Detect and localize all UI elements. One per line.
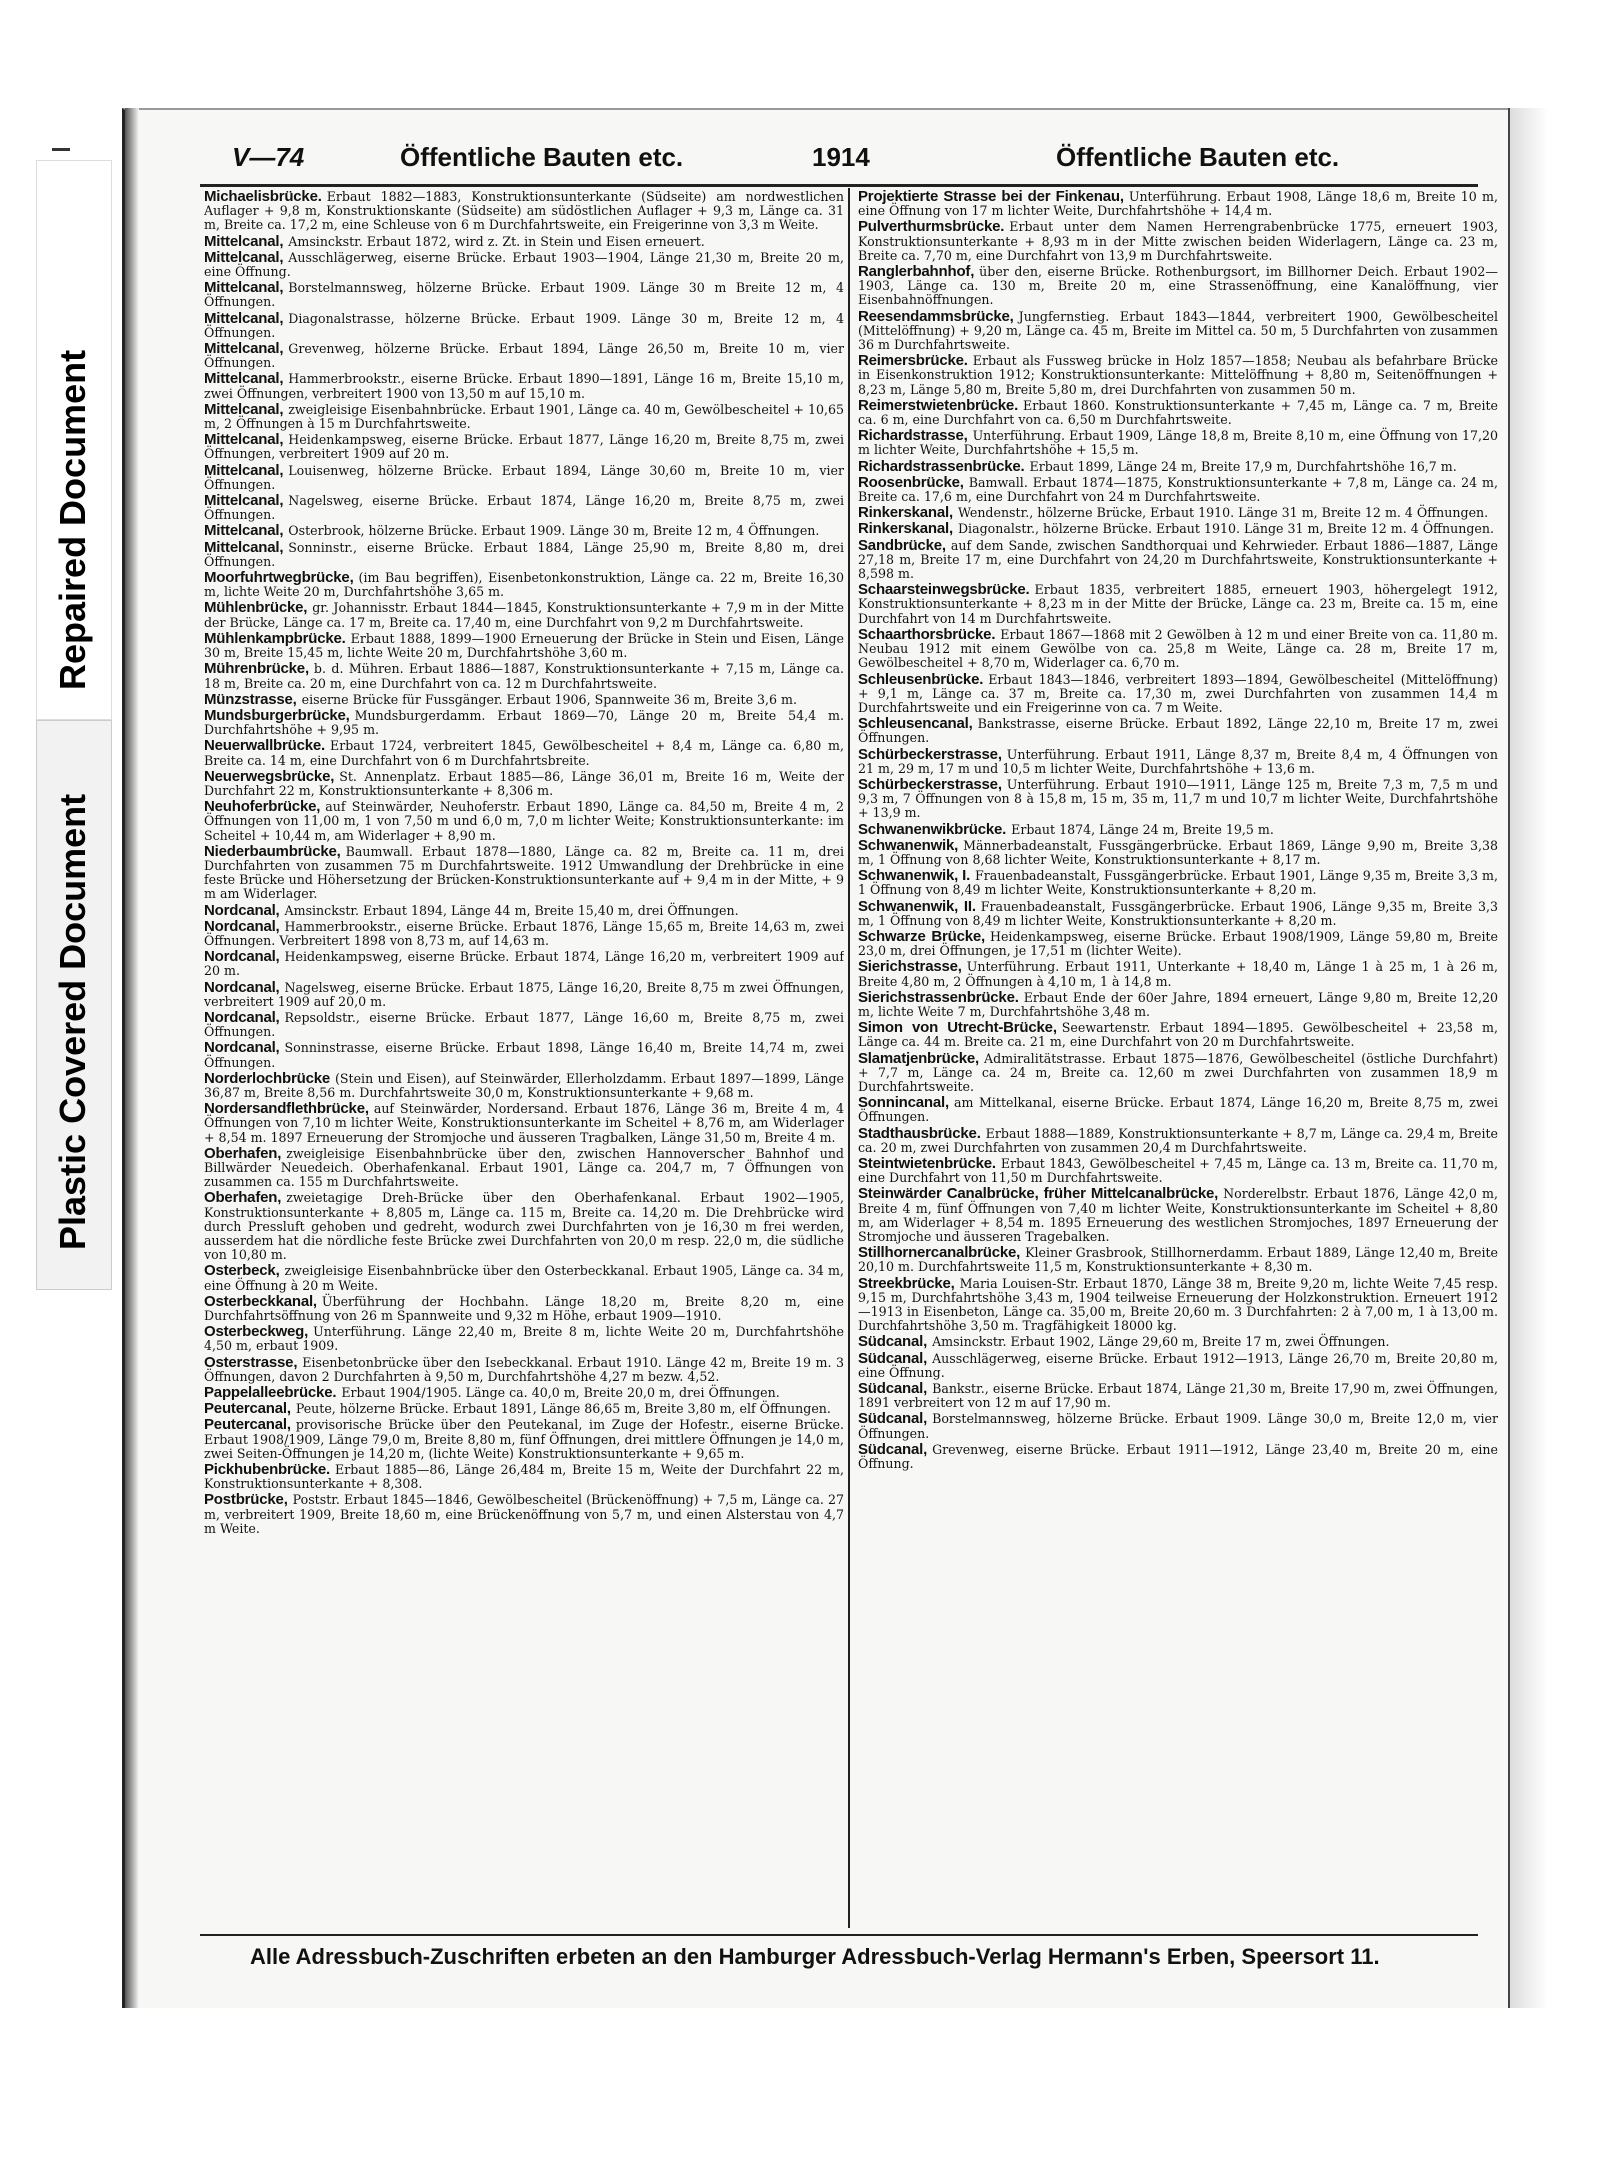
entry-details: Poststr. Erbaut 1845—1846, Gewölbescheitel (Brückenöffnung) + 7,5 m, Länge ca. 27 m, verbreitert 1909, Breite 18,60 m, eine Brückenöffnung von 5,7 m, und einen Alsterstau von 4,7 m Weite. — [204, 1492, 844, 1536]
directory-entry — [858, 775, 1498, 821]
directory-entry — [204, 400, 844, 432]
entry-keyword: Osterstrasse, — [204, 1353, 298, 1371]
entry-details: Nagelsweg, eiserne Brücke. Erbaut 1875, Länge 16,20, Breite 8,75 m zwei Öffnungen, verbreitert 1909 auf 20,0 m. — [204, 979, 844, 1009]
directory-entry — [858, 583, 1498, 626]
directory-entry — [204, 601, 844, 629]
entry-details: Heidenkampsweg, eiserne Brücke. Erbaut 1874, Länge 16,20 m, verbreitert 1909 auf 20 m. — [204, 949, 844, 979]
directory-entry — [204, 372, 844, 400]
entry-keyword: Nordcanal, — [204, 1039, 280, 1057]
entry-details: Erbaut 1835, verbreitert 1885, erneuert 1903, höhergelegt 1912, Konstruktionsunterkante + 8,23 m in der Mitte der Brücke, Länge ca. 23 m, Breite ca. 15 m, eine Durchfahrt von 14 m Durchfahrtsweite. — [858, 582, 1498, 626]
entry-keyword: Nordcanal, — [204, 1008, 280, 1026]
directory-entry — [204, 1292, 844, 1324]
directory-entry — [204, 494, 844, 522]
header-rule — [200, 184, 1478, 187]
directory-entry — [858, 190, 1498, 218]
entry-details: Borstelmannsweg, hölzerne Brücke. Erbaut 1909. Länge 30 m Breite 12 m, 4 Öffnungen. — [204, 280, 844, 310]
entry-keyword: Oberhafen, — [204, 1189, 282, 1207]
directory-entry — [858, 1335, 1498, 1349]
entry-keyword: Osterbeckkanal, — [204, 1292, 317, 1310]
directory-entry — [204, 842, 844, 902]
entry-keyword: Pulverthurmsbrücke. — [858, 218, 1005, 236]
entry-details: Heidenkampsweg, eiserne Brücke. Erbaut 1877, Länge 16,20 m, Breite 8,75 m, zwei Öffnungen, verbreitert 1909 auf 20 m. — [204, 432, 844, 462]
entry-keyword: Mittelcanal, — [204, 279, 284, 297]
directory-entry — [204, 901, 844, 919]
entry-details: Erbaut 1724, verbreitert 1845, Gewölbescheitel + 8,4 m, Länge ca. 6,80 m, Breite ca. 14 m, eine Durchfahrt von 6 m Durchfahrtsbreite. — [204, 738, 844, 768]
directory-entry — [858, 354, 1498, 397]
directory-entry — [204, 1353, 844, 1384]
entry-keyword: Mittelcanal, — [204, 248, 284, 266]
entry-details: Heidenkampsweg, eiserne Brücke. Erbaut 1908/1909, Länge 59,80 m, Breite 23,0 m, drei Öffnungen, je 17,51 m (lichter Weite). — [858, 928, 1498, 959]
directory-entry — [204, 1418, 844, 1461]
directory-entry — [858, 625, 1498, 671]
entry-details: Amsinckstr. Erbaut 1872, wird z. Zt. in Stein und Eisen erneuert. — [288, 233, 705, 249]
entry-details: Osterbrook, hölzerne Brücke. Erbaut 1909. Länge 30 m, Breite 12 m, 4 Öffnungen. — [288, 523, 820, 539]
entry-details: Borstelmannsweg, hölzerne Brücke. Erbaut 1909. Länge 30,0 m, Breite 12,0 m, vier Öffnungen. — [858, 1411, 1498, 1441]
entry-keyword: Michaelisbrücke. — [204, 190, 322, 205]
directory-entry — [858, 988, 1498, 1019]
entry-details: Erbaut 1904/1905. Länge ca. 40,0 m, Breite 20,0 m, drei Öffnungen. — [341, 1385, 780, 1401]
entry-keyword: Mühlenbrücke, — [204, 599, 308, 617]
entry-details: Erbaut 1888—1889, Konstruktionsunterkante + 8,7 m, Länge ca. 29,4 m, Breite ca. 20 m, zwei Durchfahrten von zusammen 20,4 m Durchfahrtsweite. — [858, 1125, 1498, 1155]
entry-keyword: Mittelcanal, — [204, 232, 284, 250]
entry-keyword: Nordcanal, — [204, 901, 280, 919]
running-title-left: Öffentliche Bauten etc. — [400, 142, 684, 172]
entry-details: Norderelbstr. Erbaut 1876, Länge 42,0 m, Breite 4 m, fünf Öffnungen von 7,40 m lichter Weite, Konstruktionsunterkante im Scheitel + 8,80 m, am Widerlager + 8,54 m. 1895 Erneuerung des westlichen Stromjoches, 1897 Erneuerung der Stromjoche und äusseren Tragebalken. — [858, 1186, 1498, 1245]
entry-details: Kleiner Grasbrook, Stillhornerdamm. Erbaut 1889, Länge 12,40 m, Breite 20,10 m. Durchfahrtsweite 11,5 m, Konstruktionsunterkante + 8,30 m. — [858, 1245, 1498, 1275]
entry-details: (Stein und Eisen), auf Steinwärder, Ellerholzdamm. Erbaut 1897—1899, Länge 36,87 m, Breite 8,56 m. Durchfahrtsweite 30,0 m, Konstruktionsunterkante + 9,68 m. — [204, 1070, 844, 1100]
entry-details: am Mittelkanal, eiserne Brücke. Erbaut 1874, Länge 16,20 m, Breite 8,75 m, zwei Öffnungen. — [858, 1095, 1498, 1125]
entry-details: Erbaut 1885—86, Länge 26,484 m, Breite 15 m, Weite der Durchfahrt 22 m, Konstruktionsunterkante + 8,308. — [204, 1462, 844, 1492]
entry-details: Hammerbrookstr., eiserne Brücke. Erbaut 1876, Länge 15,65 m, Breite 14,63 m, zwei Öffnungen. Verbreitert 1898 von 8,73 m, auf 14,63 m. — [204, 918, 844, 948]
directory-entry — [204, 1041, 844, 1069]
entry-keyword: Schwanenwik, — [858, 836, 959, 854]
directory-entry — [858, 1349, 1498, 1380]
directory-entry — [204, 1102, 844, 1145]
entry-details: provisorische Brücke über den Peutekanal, im Zuge der Hofestr., eiserne Brücke. Erbaut 1908/1909, Länge 79,0 m, Breite 8,80 m, fünf Öffnungen, drei mittlere Öffnungen je 14,0 m, zwei Seiten-Öffnungen je 14,20 m, (lichte Weite) Konstruktionsunterkante + 9,65 m. — [204, 1417, 844, 1461]
entry-details: St. Annenplatz. Erbaut 1885—86, Länge 36,01 m, Breite 16 m, Weite der Durchfahrt 22 m, Konstruktionsunterkante + 8,306 m. — [204, 768, 844, 798]
entry-keyword: Peutercanal, — [204, 1400, 291, 1418]
entry-details: zweigleisige Eisenbahnbrücke über den, zwischen Hannoverscher Bahnhof und Billwärder Neuedeich. Oberhafenkanal. Erbaut 1901, Länge ca. 204,7 m, 7 Öffnungen von zusammen ca. 155 m Durchfahrtsweite. — [204, 1145, 844, 1190]
directory-entry — [858, 717, 1498, 745]
entry-details: Grevenweg, hölzerne Brücke. Erbaut 1894, Länge 26,50 m, Breite 10 m, vier Öffnungen. — [204, 341, 844, 371]
directory-entry — [204, 1008, 844, 1040]
entry-keyword: Südcanal, — [858, 1380, 928, 1398]
directory-entry — [204, 433, 844, 461]
directory-entry — [204, 1144, 844, 1190]
entry-details: zweietagige Dreh-Brücke über den Oberhafenkanal. Erbaut 1902—1905, Konstruktionsunterkante + 8,805 m, Länge ca. 115 m, Breite ca. 14,20 m. Die Drehbrücke wird durch Pressluft gehoben und gedreht, wodurch zwei Durchfahrten von je 16,30 m frei werden, ausserdem hat die nördliche feste Brücke zwei Durchfahrten von 20,0 m resp. 22,0 m, die südliche von 10,80 m. — [204, 1190, 844, 1263]
entry-keyword: Neuerwegsbrücke, — [204, 767, 335, 785]
directory-entry — [204, 1325, 844, 1353]
entry-keyword: Sierichstrasse, — [858, 958, 962, 976]
directory-entry — [204, 950, 844, 978]
entry-details: gr. Johannisstr. Erbaut 1844—1845, Konstruktionsunterkante + 7,9 m in der Mitte der Brücke, Länge ca. 17 m, Breite ca. 17,40 m, eine Durchfahrt von 9,2 m Durchfahrtsweite. — [204, 600, 844, 630]
entry-details: Eisenbetonbrücke über den Isebeckkanal. Erbaut 1910. Länge 42 m, Breite 19 m. 3 Öffnungen, davon 2 Durchfahrten à 9,50 m, Durchfahrtshöhe 4,27 m bezw. 4,52. — [204, 1354, 844, 1384]
entry-keyword: Richardstrasse, — [858, 427, 968, 445]
directory-entry — [858, 1246, 1498, 1274]
entry-details: Unterführung. Länge 22,40 m, Breite 8 m, lichte Weite 20 m, Durchfahrtshöhe 4,50 m, erbaut 1909. — [204, 1324, 844, 1354]
entry-keyword: Nordcanal, — [204, 948, 280, 966]
directory-entry — [858, 1274, 1498, 1334]
entry-keyword: Osterbeck, — [204, 1262, 280, 1280]
entry-keyword: Rinkerskanal, — [858, 504, 953, 522]
directory-entry — [204, 571, 844, 599]
directory-entry — [858, 265, 1498, 308]
entry-details: Bankstrasse, eiserne Brücke. Erbaut 1892, Länge 22,10 m, Breite 17 m, zwei Öffnungen. — [858, 716, 1498, 746]
entry-details: Erbaut als Fussweg brücke in Holz 1857—1858; Neubau als befahrbare Brücke in Eisenkonstruktion 1912; Konstruktionsunterkante: Mittelöffnung + 8,80 m, Seitenöffnungen + 8,23 m, Länge 5,80 m, Breite 5,80 m, drei Durchfahrten von zusammen 50 m. — [858, 353, 1498, 397]
entry-keyword: Mittelcanal, — [204, 461, 284, 479]
directory-entry — [858, 522, 1498, 536]
directory-entry — [858, 927, 1498, 959]
entry-details: auf Steinwärder, Nordersand. Erbaut 1876, Länge 36 m, Breite 4 m, 4 Öffnungen von 7,10 m lichter Weite, Konstruktionsunterkante im Scheitel + 8,76 m, am Widerlager + 8,54 m. 1897 Erneuerung der Stromjoche und äusseren Tragbalken, Länge 31,50 m, Breite 4 m. — [204, 1101, 844, 1145]
directory-entry — [204, 739, 844, 767]
running-title-right: Öffentliche Bauten etc. — [1056, 142, 1340, 172]
entry-details: (im Bau begriffen), Eisenbetonkonstruktion, Länge ca. 22 m, Breite 16,30 m, lichte Weite 20 m, Durchfahrtshöhe 3,65 m. — [204, 570, 844, 600]
entry-details: Erbaut 1888, 1899—1900 Erneuerung der Brücke in Stein und Eisen, Länge 30 m, Breite 15,45 m, lichte Weite 20 m, Durchfahrtshöhe 3,60 m. — [204, 630, 844, 661]
directory-entry — [204, 1069, 844, 1100]
book-binding-edge — [1508, 108, 1548, 2008]
entry-details: Seewartenstr. Erbaut 1894—1895. Gewölbescheitel + 23,58 m, Länge ca. 44 m. Breite ca. 21 m, eine Durchfahrt von 20 m Durchfahrtsweite. — [858, 1020, 1498, 1050]
page-year: 1914 — [812, 142, 870, 172]
entry-keyword: Sierichstrassenbrücke. — [858, 988, 1019, 1006]
entry-keyword: Nordcanal, — [204, 978, 280, 996]
entry-keyword: Schürbeckerstrasse, — [858, 775, 1002, 793]
entry-details: Sonninstr., eiserne Brücke. Erbaut 1884, Länge 25,90 m, Breite 8,80 m, drei Öffnungen. — [204, 539, 844, 569]
entry-details: eiserne Brücke für Fussgänger. Erbaut 1906, Spannweite 36 m, Breite 3,6 m. — [301, 691, 797, 707]
directory-entry — [858, 670, 1498, 716]
entry-details: Wendenstr., hölzerne Brücke, Erbaut 1910. Länge 31 m, Breite 12 m. 4 Öffnungen. — [957, 505, 1489, 521]
entry-keyword: Neuhoferbrücke, — [204, 798, 321, 816]
page-number: V—74 — [232, 142, 305, 172]
entry-details: Repsoldstr., eiserne Brücke. Erbaut 1877, Länge 16,60 m, Breite 8,75 m, zwei Öffnungen. — [204, 1009, 844, 1040]
directory-entry — [204, 1463, 844, 1491]
column-divider — [848, 188, 850, 1928]
directory-entry — [858, 820, 1498, 838]
directory-entry — [204, 524, 844, 538]
footer-rule — [200, 1934, 1478, 1936]
directory-entry — [858, 1382, 1498, 1410]
directory-entry — [204, 190, 844, 233]
entry-keyword: Münzstrasse, — [204, 690, 297, 708]
directory-entry — [858, 897, 1498, 928]
entry-details: Erbaut unter dem Namen Herrengrabenbrücke 1775, erneuert 1903, Konstruktionsunterkante + 8,93 m in der Mitte zwischen beiden Widerlagern, Länge ca. 23 m, Breite ca. 7,70 m, eine Durchfahrt von 13,9 m Durchfahrtsweite. — [858, 219, 1498, 263]
entry-details: Erbaut 1882—1883, Konstruktionsunterkante (Südseite) am nordwestlichen Auflager + 9,8 m, Konstruktionskante (Südseite) am südöstlichen Auflager + 9,3 m, Länge ca. 31 m, Breite ca. 17,2 m, eine Schleuse von 6 m Durchfahrtsweite, ein Freigerinne von 3,3 m Weite. — [204, 190, 844, 233]
entry-keyword: Nordcanal, — [204, 917, 280, 935]
entry-keyword: Südcanal, — [858, 1333, 928, 1351]
directory-entry — [858, 396, 1498, 428]
entry-keyword: Mittelcanal, — [204, 522, 284, 540]
entry-keyword: Streekbrücke, — [858, 1274, 955, 1292]
entry-keyword: Pickhubenbrücke. — [204, 1461, 331, 1479]
entry-details: Jungfernstieg. Erbaut 1843—1844, verbreitert 1900, Gewölbescheitel (Mittelöffnung) + 9,20 m, Länge ca. 45 m, Breite im Mittel ca. 50 m, 5 Durchfahrten von zusammen 36 m Durchfahrtsweite. — [858, 308, 1498, 353]
entry-keyword: Peutercanal, — [204, 1416, 291, 1434]
entry-details: Frauenbadeanstalt, Fussgängerbrücke. Erbaut 1906, Länge 9,35 m, Breite 3,3 m, 1 Öffnung von 8,49 m lichter Weite, Konstruktionsunterkante + 8,20 m. — [858, 898, 1498, 928]
dash-mark — [52, 148, 70, 151]
entry-details: Unterführung. Erbaut 1909, Länge 18,8 m, Breite 8,10 m, eine Öffnung von 17,20 m lichter Weite, Durchfahrtshöhe + 15,5 m. — [858, 428, 1498, 458]
entry-details: Überführung der Hochbahn. Länge 18,20 m, Breite 8,20 m, eine Durchfahrtsöffnung von 26 m Spannweite und 9,32 m Höhe, erbaut 1909—1910. — [204, 1293, 844, 1324]
entry-keyword: Südcanal, — [858, 1440, 928, 1458]
entry-details: Erbaut 1874, Länge 24 m, Breite 19,5 m. — [1011, 821, 1274, 837]
entry-keyword: Schaarthorsbrücke. — [858, 625, 996, 643]
directory-entry — [204, 1386, 844, 1400]
directory-entry — [204, 1191, 844, 1262]
entry-details: Bamwall. Erbaut 1874—1875, Konstruktionsunterkante + 7,8 m, Länge ca. 24 m, Breite ca. 17,6 m, eine Durchfahrt von 24 m Durchfahrtsweite. — [858, 474, 1498, 505]
directory-entry — [204, 662, 844, 690]
directory-entry — [858, 307, 1498, 353]
entry-keyword: Richardstrassenbrücke. — [858, 457, 1025, 475]
entry-keyword: Slamatjenbrücke, — [858, 1049, 980, 1067]
directory-entry — [858, 1021, 1498, 1049]
entry-details: auf dem Sande, zwischen Sandthorquai und Kehrwieder. Erbaut 1886—1887, Länge 27,18 m, Breite 17 m, eine Durchfahrt von 24,20 m Durchfahrtsweite, Konstruktionsunterkante + 8,598 m. — [858, 537, 1498, 582]
entry-keyword: Südcanal, — [858, 1410, 928, 1428]
directory-entry — [204, 706, 844, 738]
entry-keyword: Schürbeckerstrasse, — [858, 745, 1002, 763]
directory-entry — [204, 232, 844, 250]
entry-details: Erbaut 1860. Konstruktionsunterkante + 7,45 m, Länge ca. 7 m, Breite ca. 6 m, eine Durchfahrt von ca. 6,50 m Durchfahrtsweite. — [858, 397, 1498, 428]
entry-keyword: Ranglerbahnhof, — [858, 263, 975, 281]
entry-details: Amsinckstr. Erbaut 1902, Länge 29,60 m, Breite 17 m, zwei Öffnungen. — [932, 1334, 1390, 1350]
directory-entry — [858, 429, 1498, 457]
right-column — [858, 190, 1498, 1930]
directory-entry — [204, 690, 844, 708]
entry-keyword: Mittelcanal, — [204, 309, 284, 327]
directory-entry — [858, 220, 1498, 263]
directory-entry — [858, 506, 1498, 520]
directory-entry — [204, 1402, 844, 1416]
entry-details: Hammerbrookstr., eiserne Brücke. Erbaut 1890—1891, Länge 16 m, Breite 15,10 m, zwei Öffnungen, verbreitert 1900 von 13,50 m auf 15,10 m. — [204, 371, 844, 401]
entry-keyword: Simon von Utrecht-Brücke, — [858, 1019, 1057, 1037]
directory-entry — [204, 767, 844, 798]
entry-keyword: Mundsburgerbrücke, — [204, 706, 350, 724]
entry-keyword: Schwanenwik, I. — [858, 867, 971, 885]
entry-keyword: Osterbeckweg, — [204, 1323, 309, 1341]
entry-keyword: Schwarze Brücke, — [858, 927, 985, 945]
entry-keyword: Südcanal, — [858, 1349, 928, 1367]
repaired-document-label: Repaired Document — [52, 349, 93, 690]
entry-details: Bankstr., eiserne Brücke. Erbaut 1874, Länge 21,30 m, Breite 17,90 m, zwei Öffnungen, 1891 verbreitert von 12 m auf 17,90 m. — [858, 1381, 1498, 1411]
directory-entry — [204, 629, 844, 661]
entry-keyword: Stillhornercanalbrücke, — [858, 1244, 1021, 1262]
entry-details: Baumwall. Erbaut 1878—1880, Länge ca. 82 m, Breite ca. 11 m, drei Durchfahrten von zusammen 75 m Durchfahrtsweite. 1912 Umwandlung der Drehbrücke in eine feste Brücke und Höhersetzung der Brücken-Konstruktionsunterkante auf + 9,4 m in der Mitte, + 9 m am Widerlager. — [204, 843, 844, 902]
directory-entry — [204, 461, 844, 492]
entry-keyword: Steintwietenbrücke. — [858, 1155, 996, 1172]
entry-keyword: Niederbaumbrücke, — [204, 842, 341, 860]
entry-keyword: Stadthausbrücke. — [858, 1124, 981, 1142]
entry-keyword: Mittelcanal, — [204, 340, 284, 358]
entry-details: Maria Louisen-Str. Erbaut 1870, Länge 38 m, Breite 9,20 m, lichte Weite 7,45 resp. 9,15 m, Durchfahrtshöhe 3,43 m, 1904 teilweise Erneuerung der Holzkonstruktion. Erneuert 1912—1913 in Eisenbeton, Länge ca. 35,00 m, Breite 20,60 m. 3 Durchfahrten: 2 à 7,00 m, 1 à 13,00 m. Durchfahrtshöhe 3,50 m. Tragfähigkeit 18000 kg. — [858, 1275, 1498, 1334]
entry-details: Amsinckstr. Erbaut 1894, Länge 44 m, Breite 15,40 m, drei Öffnungen. — [284, 902, 739, 918]
entry-details: Unterführung. Erbaut 1908, Länge 18,6 m, Breite 10 m, eine Öffnung von 17 m lichter Weite, Durchfahrtshöhe + 14,4 m. — [858, 190, 1498, 219]
entry-details: Erbaut Ende der 60er Jahre, 1894 erneuert, Länge 9,80 m, Breite 12,20 m, lichte Weite 7 m, Durchfahrtshöhe 3,48 m. — [858, 989, 1498, 1019]
entry-details: zweigleisige Eisenbahnbrücke. Erbaut 1901, Länge ca. 40 m, Gewölbescheitel + 10,65 m, 2 Öffnungen à 15 m Durchfahrtsweite. — [204, 401, 844, 432]
entry-details: Erbaut 1843—1846, verbreitert 1893—1894, Gewölbescheitel (Mittelöffnung) + 9,1 m, Länge ca. 37 m, Breite ca. 17,30 m, zwei Durchfahrten von zusammen 14,4 m Durchfahrtsweite und ein Freigerinne von ca. 7 m Weite. — [858, 671, 1498, 715]
entry-details: Frauenbadeanstalt, Fussgängerbrücke. Erbaut 1901, Länge 9,35 m, Breite 3,3 m, 1 Öffnung von 8,49 m lichter Weite, Konstruktionsunterkante + 8,20 m. — [858, 868, 1498, 898]
entry-details: Unterführung. Erbaut 1911, Länge 8,37 m, Breite 8,4 m, 4 Öffnungen von 21 m, 29 m, 17 m und 10,5 m lichter Weite, Durchfahrtshöhe + 13,6 m. — [858, 746, 1498, 776]
entry-keyword: Mittelcanal, — [204, 538, 284, 556]
entry-keyword: Oberhafen, — [204, 1144, 282, 1162]
entry-details: über den, eiserne Brücke. Rothenburgsort, im Billhorner Deich. Erbaut 1902—1903, Länge ca. 130 m, Breite 20 m, eine Strassenöffnung, eine Kanalöffnung, vier Eisenbahnöffnungen. — [858, 264, 1498, 308]
entry-details: Peute, hölzerne Brücke. Erbaut 1891, Länge 86,65 m, Breite 3,80 m, elf Öffnungen. — [295, 1401, 831, 1417]
directory-entry — [858, 1124, 1498, 1155]
entry-details: auf Steinwärder, Neuhoferstr. Erbaut 1890, Länge ca. 84,50 m, Breite 4 m, 2 Öffnungen von 11,00 m, 1 von 7,50 m und 6,0 m, 7,0 m lichter Weite; Konstruktionsunterkante: im Scheitel + 10,44 m, am Widerlager + 8,90 m. — [204, 799, 844, 843]
entry-details: Mundsburgerdamm. Erbaut 1869—70, Länge 20 m, Breite 54,4 m. Durchfahrtshöhe + 9,95 m. — [204, 707, 844, 738]
entry-details: Männerbadeanstalt, Fussgängerbrücke. Erbaut 1869, Länge 9,90 m, Breite 3,38 m, 1 Öffnung von 8,68 lichter Weite, Konstruktionsunterkante + 8,17 m. — [858, 837, 1498, 867]
entry-details: Nagelsweg, eiserne Brücke. Erbaut 1874, Länge 16,20 m, Breite 8,75 m, zwei Öffnungen. — [204, 493, 844, 523]
entry-details: b. d. Mühren. Erbaut 1886—1887, Konstruktionsunterkante + 7,15 m, Länge ca. 18 m, Breite ca. 20 m, eine Durchfahrt von ca. 12 m Durchfahrtsweite. — [204, 661, 844, 691]
directory-entry — [858, 457, 1498, 475]
entry-keyword: Reimersbrücke. — [858, 352, 968, 370]
entry-details: Erbaut 1899, Länge 24 m, Breite 17,9 m, Durchfahrtshöhe 16,7 m. — [1029, 458, 1457, 474]
entry-details: Ausschlägerweg, eiserne Brücke. Erbaut 1912—1913, Länge 26,70 m, Breite 20,80 m, eine Öffnung. — [858, 1350, 1498, 1380]
directory-entry — [858, 836, 1498, 867]
entry-keyword: Mittelcanal, — [204, 492, 284, 510]
entry-keyword: Schwanenwikbrücke. — [858, 820, 1007, 838]
directory-entry — [204, 538, 844, 569]
entry-details: Sonninstrasse, eiserne Brücke. Erbaut 1898, Länge 16,40 m, Breite 14,74 m, zwei Öffnungen. — [204, 1040, 844, 1070]
directory-entry — [204, 978, 844, 1009]
entry-keyword: Steinwärder Canalbrücke, früher Mittelcanalbrücke, — [858, 1185, 1219, 1203]
directory-entry — [204, 281, 844, 309]
directory-entry — [858, 1157, 1498, 1185]
directory-entry — [204, 248, 844, 280]
directory-entry — [204, 342, 844, 370]
entry-details: Admiralitätstrasse. Erbaut 1875—1876, Gewölbescheitel (östliche Durchfahrt) + 7,7 m, Länge ca. 24 m, Breite ca. 12,60 m zwei Durchfahrten von zusammen 18,9 m Durchfahrtsweite. — [858, 1050, 1498, 1094]
entry-keyword: Schaarsteinwegsbrücke. — [858, 581, 1030, 599]
directory-entry — [858, 1440, 1498, 1472]
entry-keyword: Norderlochbrücke — [204, 1069, 330, 1087]
directory-entry — [858, 1049, 1498, 1095]
directory-entry — [204, 917, 844, 948]
entry-keyword: Reimerstwietenbrücke. — [858, 396, 1019, 414]
entry-keyword: Roosenbrücke, — [858, 473, 964, 491]
entry-keyword: Mittelcanal, — [204, 400, 284, 418]
directory-entry — [858, 1187, 1498, 1244]
entry-details: Erbaut 1867—1868 mit 2 Gewölben à 12 m und einer Breite von ca. 11,80 m. Neubau 1912 mit einem Gewölbe von ca. 25,8 m Weite, Länge ca. 28 m, Breite 17 m, Gewölbescheitel + 8,70 m, Widerlager ca. 6,70 m. — [858, 626, 1498, 671]
entry-keyword: Schleusencanal, — [858, 715, 973, 733]
entry-keyword: Mührenbrücke, — [204, 660, 309, 678]
left-column — [204, 190, 844, 1930]
directory-entry — [858, 745, 1498, 776]
entry-keyword: Schleusenbrücke. — [858, 670, 984, 688]
entry-keyword: Neuerwallbrücke. — [204, 737, 326, 755]
entry-keyword: Nordersandflethbrücke, — [204, 1100, 369, 1118]
entry-keyword: Sonnincanal, — [858, 1094, 949, 1112]
entry-keyword: Mittelcanal, — [204, 431, 284, 449]
directory-entry — [204, 1493, 844, 1536]
entry-details: Unterführung. Erbaut 1911, Unterkante + 18,40 m, Länge 1 à 25 m, 1 à 26 m, Breite 4,80 m, 2 Öffnungen à 4,10 m, 1 à 14,8 m. — [858, 959, 1498, 989]
directory-entry — [204, 800, 844, 843]
page-gutter-shadow — [125, 108, 139, 2008]
directory-entry — [858, 960, 1498, 988]
entry-keyword: Projektierte Strasse bei der Finkenau, — [858, 190, 1124, 205]
directory-entry — [204, 1264, 844, 1292]
entry-details: Louisenweg, hölzerne Brücke. Erbaut 1894, Länge 30,60 m, Breite 10 m, vier Öffnungen. — [204, 462, 844, 492]
directory-entry — [204, 309, 844, 340]
directory-entry — [858, 473, 1498, 505]
entry-keyword: Moorfuhrtwegbrücke, — [204, 569, 354, 587]
entry-keyword: Schwanenwik, II. — [858, 897, 976, 915]
directory-entry — [858, 869, 1498, 897]
entry-keyword: Postbrücke, — [204, 1491, 288, 1509]
directory-entry — [858, 1096, 1498, 1124]
entry-details: Ausschlägerweg, eiserne Brücke. Erbaut 1903—1904, Länge 21,30 m, Breite 20 m, eine Öffnung. — [204, 249, 844, 280]
entry-details: Grevenweg, eiserne Brücke. Erbaut 1911—1912, Länge 23,40 m, Breite 20 m, eine Öffnung. — [858, 1441, 1498, 1472]
entry-keyword: Mühlenkampbrücke. — [204, 629, 346, 647]
entry-keyword: Sandbrücke, — [858, 536, 946, 554]
entry-keyword: Reesendammsbrücke, — [858, 307, 1014, 325]
entry-details: zweigleisige Eisenbahnbrücke über den Osterbeckkanal. Erbaut 1905, Länge ca. 34 m, eine Öffnung à 20 m Weite. — [204, 1263, 844, 1293]
publisher-footer: Alle Adressbuch-Zuschriften erbeten an den Hamburger Adressbuch-Verlag Hermann's Erben, Speersort 11. — [250, 1944, 1380, 1969]
plastic-covered-document-label: Plastic Covered Document — [52, 793, 93, 1250]
entry-keyword: Rinkerskanal, — [858, 520, 953, 538]
entry-details: Diagonalstrasse, hölzerne Brücke. Erbaut 1909. Länge 30 m, Breite 12 m, 4 Öffnungen. — [204, 310, 844, 340]
directory-entry — [858, 536, 1498, 582]
entry-keyword: Mittelcanal, — [204, 370, 284, 388]
entry-keyword: Pappelalleebrücke. — [204, 1384, 337, 1402]
entry-details: Unterführung. Erbaut 1910—1911, Länge 125 m, Breite 7,3 m, 7,5 m und 9,3 m, 7 Öffnungen von 8 à 15,8 m, 15 m, 35 m, 11,7 m und 10,7 m lichter Weite, Durchfahrtshöhe + 13,9 m. — [858, 776, 1498, 821]
directory-entry — [858, 1412, 1498, 1440]
entry-details: Diagonalstr., hölzerne Brücke. Erbaut 1910. Länge 31 m, Breite 12 m. 4 Öffnungen. — [957, 521, 1494, 537]
entry-details: Erbaut 1843, Gewölbescheitel + 7,45 m, Länge ca. 13 m, Breite ca. 11,70 m, eine Durchfahrt von 11,50 m Durchfahrtsweite. — [858, 1156, 1498, 1186]
